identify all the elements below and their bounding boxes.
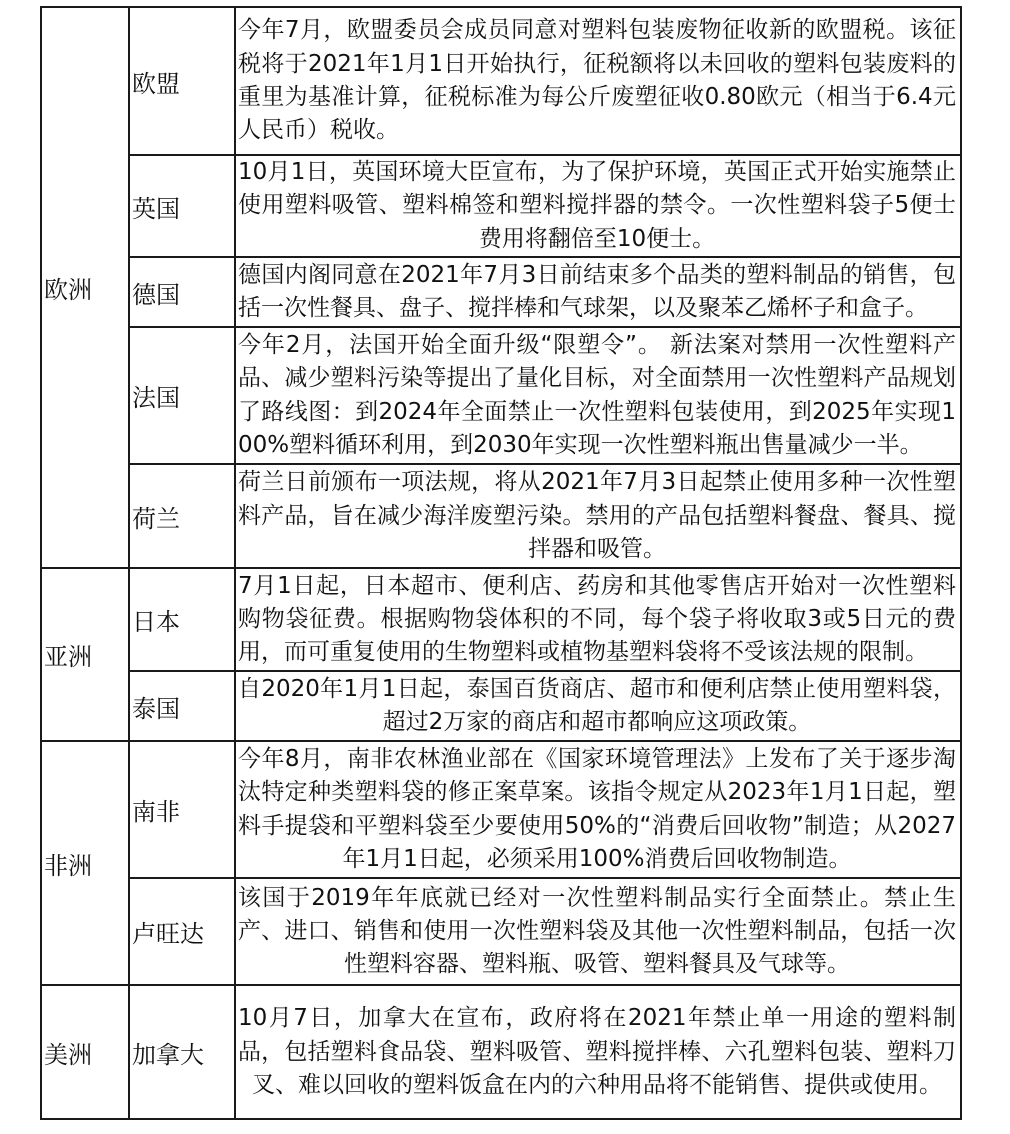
country-cell: 卢旺达 bbox=[129, 878, 235, 985]
region-cell: 非洲 bbox=[41, 741, 129, 985]
policy-description: 自2020年1月1日起，泰国百货商店、超市和便利店禁止使用塑料袋，超过2万家的商店和超市都响应这项政策。 bbox=[235, 671, 961, 741]
country-cell: 英国 bbox=[129, 155, 235, 257]
table-row bbox=[41, 7, 961, 155]
region-cell: 欧洲 bbox=[41, 7, 129, 568]
table-row bbox=[41, 464, 961, 568]
plastic-policy-table bbox=[40, 6, 962, 1120]
policy-description: 今年2月，法国开始全面升级“限塑令”。 新法案对禁用一次性塑料产品、减少塑料污染等提出了量化目标，对全面禁用一次性塑料产品规划了路线图：到2024年全面禁止一次性塑料包装使用，到2025年实现100%塑料循环利用，到2030年实现一次性塑料瓶出售量减少一半。 bbox=[235, 327, 961, 464]
country-cell: 泰国 bbox=[129, 671, 235, 741]
table-row bbox=[41, 671, 961, 741]
policy-description: 荷兰日前颁布一项法规，将从2021年7月3日起禁止使用多种一次性塑料产品，旨在减少海洋废塑污染。禁用的产品包括塑料餐盘、餐具、搅拌器和吸管。 bbox=[235, 464, 961, 568]
table-row bbox=[41, 568, 961, 671]
table-row bbox=[41, 327, 961, 464]
table-row bbox=[41, 985, 961, 1119]
policy-description: 10月7日，加拿大在宣布，政府将在2021年禁止单一用途的塑料制品，包括塑料食品袋、塑料吸管、塑料搅拌棒、六孔塑料包装、塑料刀叉、难以回收的塑料饭盒在内的六种用品将不能销售、提供或使用。 bbox=[235, 985, 961, 1119]
country-cell: 德国 bbox=[129, 257, 235, 327]
policy-description: 今年8月，南非农林渔业部在《国家环境管理法》上发布了关于逐步淘汰特定种类塑料袋的修正案草案。该指令规定从2023年1月1日起，塑料手提袋和平塑料袋至少要使用50%的“消费后回收物”制造；从2027年1月1日起，必须采用100%消费后回收物制造。 bbox=[235, 741, 961, 878]
country-cell: 荷兰 bbox=[129, 464, 235, 568]
region-cell: 亚洲 bbox=[41, 568, 129, 741]
table-row bbox=[41, 257, 961, 327]
country-cell: 加拿大 bbox=[129, 985, 235, 1119]
country-cell: 欧盟 bbox=[129, 7, 235, 155]
table-row bbox=[41, 741, 961, 878]
policy-description: 7月1日起，日本超市、便利店、药房和其他零售店开始对一次性塑料购物袋征费。根据购物袋体积的不同，每个袋子将收取3或5日元的费用，而可重复使用的生物塑料或植物基塑料袋将不受该法规的限制。 bbox=[235, 568, 961, 671]
policy-description: 该国于2019年年底就已经对一次性塑料制品实行全面禁止。禁止生产、进口、销售和使用一次性塑料袋及其他一次性塑料制品，包括一次性塑料容器、塑料瓶、吸管、塑料餐具及气球等。 bbox=[235, 878, 961, 985]
table-row bbox=[41, 155, 961, 257]
country-cell: 南非 bbox=[129, 741, 235, 878]
policy-description: 德国内阁同意在2021年7月3日前结束多个品类的塑料制品的销售，包括一次性餐具、盘子、搅拌棒和气球架，以及聚苯乙烯杯子和盒子。 bbox=[235, 257, 961, 327]
policy-description: 10月1日，英国环境大臣宣布，为了保护环境，英国正式开始实施禁止使用塑料吸管、塑料棉签和塑料搅拌器的禁令。一次性塑料袋子5便士费用将翻倍至10便士。 bbox=[235, 155, 961, 257]
country-cell: 日本 bbox=[129, 568, 235, 671]
country-cell: 法国 bbox=[129, 327, 235, 464]
region-cell: 美洲 bbox=[41, 985, 129, 1119]
table-row bbox=[41, 878, 961, 985]
policy-description: 今年7月，欧盟委员会成员同意对塑料包装废物征收新的欧盟税。该征税将于2021年1月1日开始执行，征税额将以未回收的塑料包装废料的重里为基准计算，征税标准为每公斤废塑征收0.80欧元（相当于6.4元人民币）税收。 bbox=[235, 7, 961, 155]
